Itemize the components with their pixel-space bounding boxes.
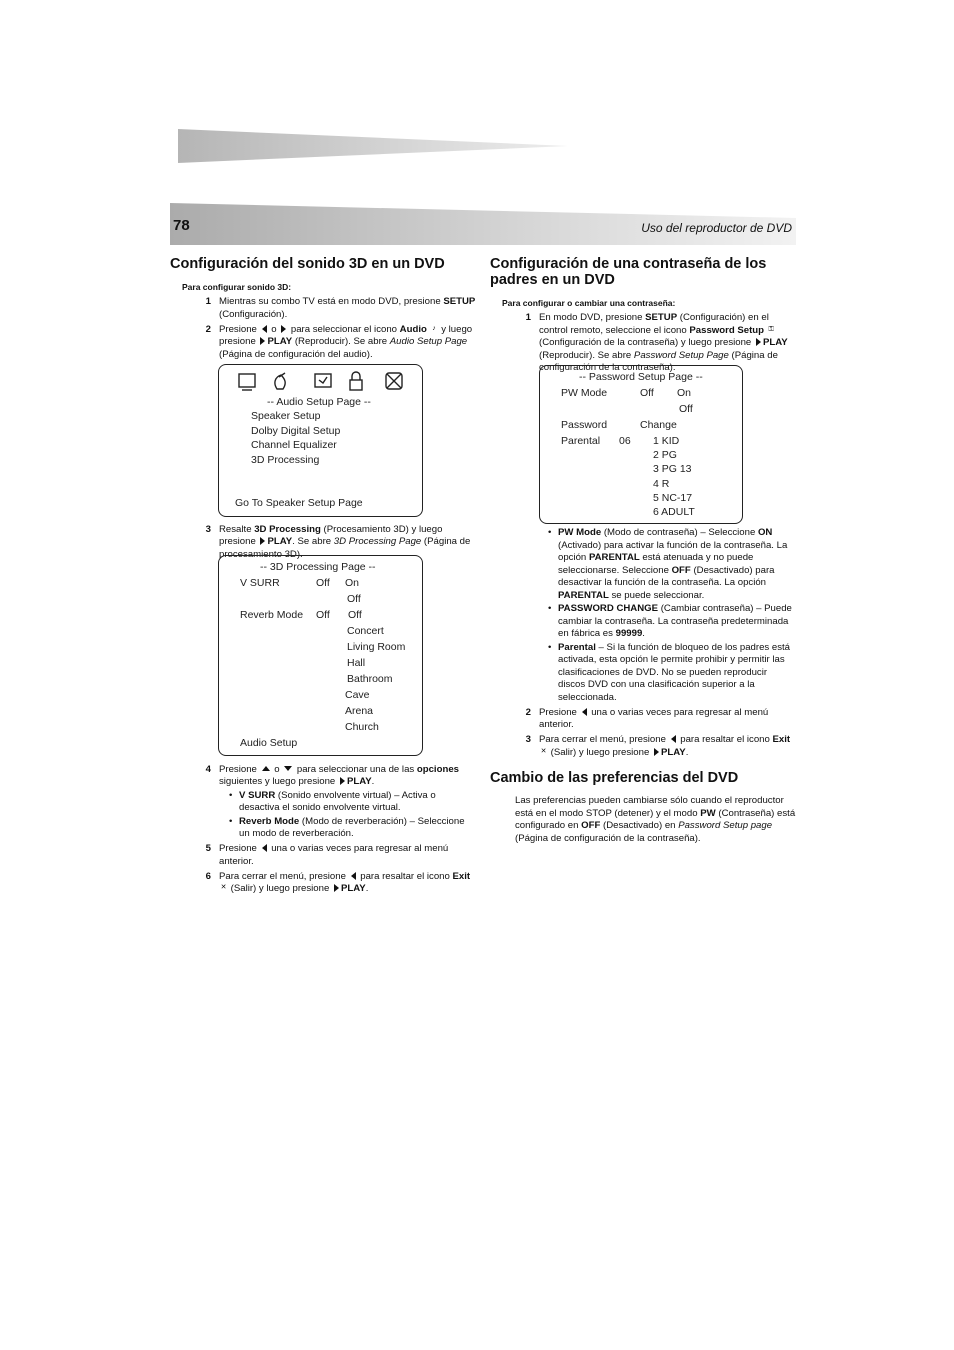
exit-icon: ✕ xyxy=(540,747,547,755)
parental-option[interactable]: 3 PG 13 xyxy=(653,463,692,475)
bullet-item: • Parental – Si la función de bloqueo de los padres está activada, esta opción le permite prohibir y permitir las clasificaciones de DVD. No se pueden reproducir discos DVD con una clasificación superior a la seleccionada. xyxy=(548,641,791,703)
menu-item[interactable]: Dolby Digital Setup xyxy=(251,425,341,437)
step-2: 2 Presione una o varias veces para regresar al menú anterior. xyxy=(525,706,769,730)
bullet-item: • V SURR (Sonido envolvente virtual) – Activa o desactiva el sonido envolvente virtual. xyxy=(229,789,436,813)
reverb-option[interactable]: Off xyxy=(348,609,362,621)
subheading: Para configurar o cambiar una contraseña: xyxy=(502,298,676,308)
menu-item[interactable]: 3D Processing xyxy=(251,454,320,466)
password-setup-menu xyxy=(539,365,743,524)
pw-mode-label[interactable]: PW Mode xyxy=(561,387,608,399)
right-arrow-icon xyxy=(654,748,659,756)
reverb-option[interactable]: Hall xyxy=(347,657,366,669)
parental-label[interactable]: Parental xyxy=(561,435,601,447)
parental-option[interactable]: 6 ADULT xyxy=(653,506,695,518)
reverb-option[interactable]: Bathroom xyxy=(347,673,393,685)
bullet-item: • PASSWORD CHANGE (Cambiar contraseña) – Puede cambiar la contraseña. La contraseña predeterminada en fábrica es 99999. xyxy=(548,603,792,639)
left-arrow-icon xyxy=(351,872,356,880)
pw-mode-option[interactable]: On xyxy=(677,387,692,399)
parental-option[interactable]: 1 KID xyxy=(653,435,680,447)
vsurr-value: Off xyxy=(316,577,330,589)
section-title-password: Configuración de una contraseña de los padres en un DVD xyxy=(490,256,767,288)
step-1: 1 Mientras su combo TV está en modo DVD, presione SETUP (Configuración). xyxy=(205,296,476,320)
3d-processing-menu xyxy=(218,555,423,756)
display-icon xyxy=(315,374,331,387)
step-3: 3 Para cerrar el menú, presione para resaltar el icono Exit ✕ (Salir) y luego presione PLAY. xyxy=(525,734,791,758)
pw-mode-value: Off xyxy=(640,387,654,399)
tv-icon xyxy=(239,374,255,387)
subheading: Para configurar sonido 3D: xyxy=(182,282,292,292)
left-arrow-icon xyxy=(582,708,587,716)
reverb-label[interactable]: Reverb Mode xyxy=(240,609,304,621)
right-arrow-icon xyxy=(756,338,761,346)
password-value[interactable]: Change xyxy=(640,419,677,431)
exit-icon: ✕ xyxy=(220,884,227,892)
pw-mode-option[interactable]: Off xyxy=(679,403,693,415)
page-number: 78 xyxy=(173,217,190,234)
right-column xyxy=(490,256,796,375)
password-label[interactable]: Password xyxy=(561,419,608,431)
exit-icon xyxy=(387,374,401,388)
reverb-value: Off xyxy=(316,609,330,621)
right-column-lower xyxy=(490,526,796,845)
bullet-item: • PW Mode (Modo de contraseña) – Seleccione ON (Activado) para activar la función de la contraseña. La opción PARENTAL está atenuada y no puede seleccionarse. Seleccione OFF (Desactivado) para desactivar la función de la contraseña. La opción PARENTAL se puede seleccionar. xyxy=(548,527,788,601)
menu-item[interactable]: Speaker Setup xyxy=(251,410,321,422)
step-1: 1 En modo DVD, presione SETUP (Configuración) en el control remoto, seleccione el icono Password Setup ⚿ (Configuración de la contraseña) y luego presione PLAY (Reproducir). Se abre Password Setup Page (Página de configuración de la contraseña). xyxy=(525,312,788,373)
left-arrow-icon xyxy=(262,844,267,852)
reverb-option[interactable]: Cave xyxy=(345,689,370,701)
step-2: 2 Presione o para seleccionar el icono Audio ♪ y luego presione PLAY (Reproducir). Se abre Audio Setup Page (Página de configuración del audio). xyxy=(205,323,473,360)
lock-icon xyxy=(352,372,360,380)
password-icon: ⚿ xyxy=(768,325,774,333)
bullet-item: • Reverb Mode (Modo de reverberación) – Seleccione un modo de reverberación. xyxy=(229,815,465,839)
parental-option[interactable]: 2 PG xyxy=(653,449,677,461)
vsurr-label[interactable]: V SURR xyxy=(240,577,280,589)
right-arrow-icon xyxy=(260,337,265,345)
menu-title: -- Password Setup Page -- xyxy=(579,371,703,383)
right-arrow-icon xyxy=(340,777,345,785)
header-band-top xyxy=(178,129,568,163)
reverb-option[interactable]: Concert xyxy=(347,625,384,637)
menu-footer: Audio Setup xyxy=(240,737,298,749)
left-arrow-icon xyxy=(671,735,676,743)
down-arrow-icon xyxy=(284,766,292,771)
vsurr-option[interactable]: Off xyxy=(347,593,361,605)
reverb-option[interactable]: Arena xyxy=(345,705,374,717)
audio-icon: ♪ xyxy=(432,324,436,332)
section-title-preferences: Cambio de las preferencias del DVD xyxy=(490,770,739,786)
step-3: 3 Resalte 3D Processing (Procesamiento 3D) y luego presione PLAY. Se abre 3D Processing Page (Página de procesamiento 3D). xyxy=(205,523,471,560)
running-title: Uso del reproductor de DVD xyxy=(641,221,792,235)
menu-title: -- Audio Setup Page -- xyxy=(267,396,371,408)
vsurr-option[interactable]: On xyxy=(345,577,360,589)
reverb-option[interactable]: Living Room xyxy=(347,641,406,653)
menu-icon-row xyxy=(237,371,407,393)
parental-option[interactable]: 5 NC-17 xyxy=(653,492,693,504)
reverb-option[interactable]: Church xyxy=(345,721,379,733)
up-arrow-icon xyxy=(262,766,270,771)
menu-footer: Go To Speaker Setup Page xyxy=(235,497,363,509)
parental-option[interactable]: 4 R xyxy=(653,478,670,490)
menu-item[interactable]: Channel Equalizer xyxy=(251,439,337,451)
left-column-steps-4-6 xyxy=(170,761,476,896)
preferences-paragraph: Las preferencias pueden cambiarse sólo cuando el reproductor está en el modo STOP (detener) y el modo PW (Contraseña) está configurado en OFF (Desactivado) en Password Setup page (Página de configuración de la contraseña). xyxy=(515,795,796,844)
audio-setup-menu xyxy=(218,364,423,517)
step-5: 5 Presione una o varias veces para regresar al menú anterior. xyxy=(205,843,449,867)
right-arrow-icon xyxy=(281,325,286,333)
step-6: 6 Para cerrar el menú, presione para resaltar el icono Exit ✕ (Salir) y luego presione PLAY. xyxy=(205,870,471,894)
menu-title: -- 3D Processing Page -- xyxy=(260,561,376,573)
left-column xyxy=(170,256,476,361)
left-arrow-icon xyxy=(262,325,267,333)
parental-value: 06 xyxy=(619,435,631,447)
step-4: 4 Presione o para seleccionar una de las opciones siguientes y luego presione PLAY. xyxy=(205,763,459,787)
section-title-3d-sound: Configuración del sonido 3D en un DVD xyxy=(170,256,445,272)
right-arrow-icon xyxy=(334,884,339,892)
right-arrow-icon xyxy=(260,537,265,545)
